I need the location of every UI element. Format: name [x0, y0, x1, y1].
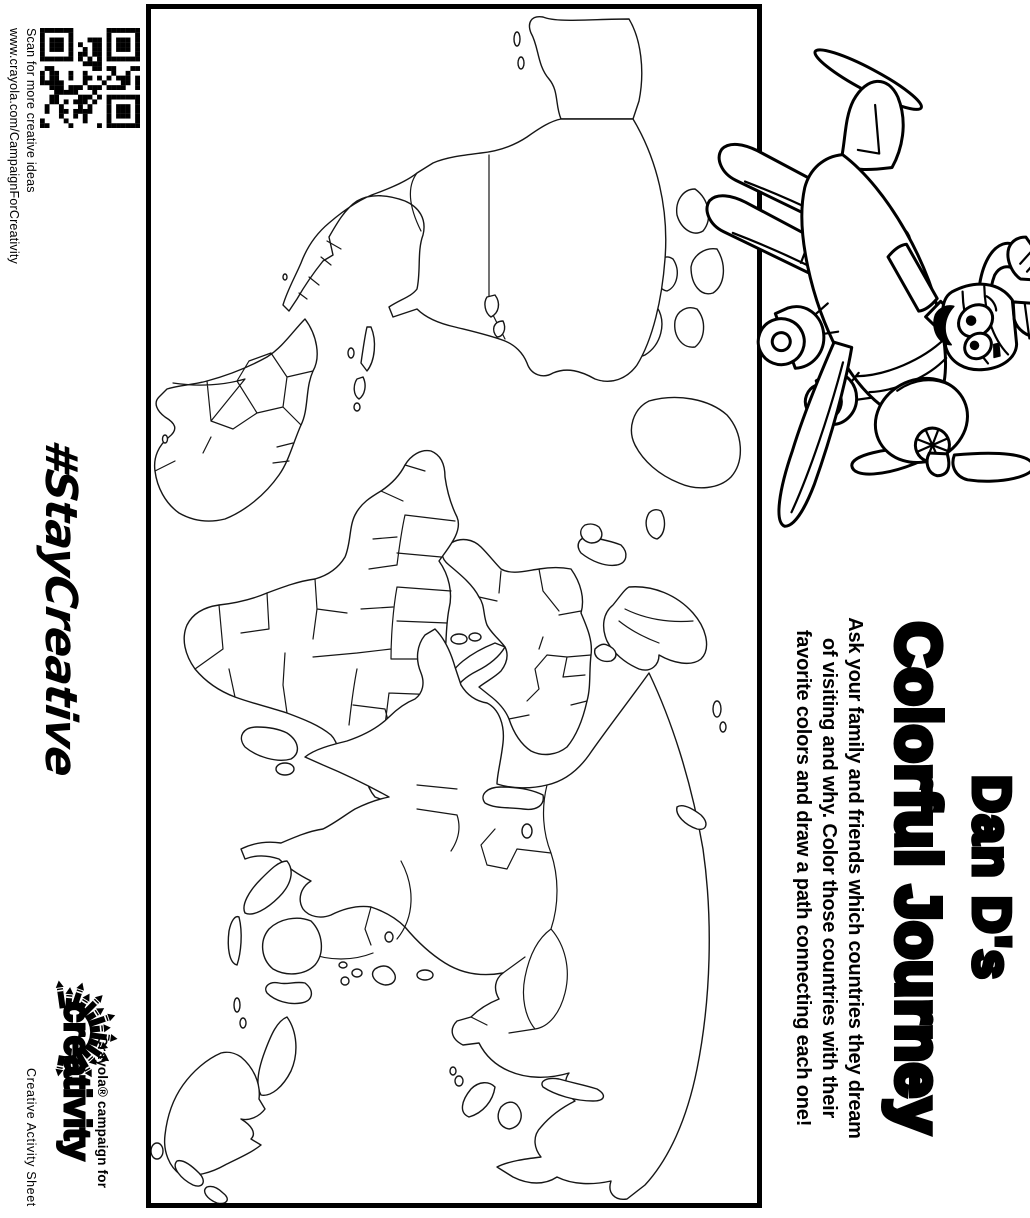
- page-title-line2: Colorful Journey: [883, 621, 952, 1135]
- tail-fin-icon: [791, 12, 946, 187]
- qr-caption-line1: Scan for more creative ideas: [24, 28, 38, 193]
- instructions-line: Ask your family and friends which countries they dream: [844, 617, 866, 1139]
- hashtag-staycreative: #StayCreative: [35, 436, 86, 779]
- campaign-word: creativity: [57, 1002, 98, 1161]
- title-block: [768, 548, 1024, 1208]
- qr-caption-line2: www.crayola.com/CampaignForCreativity: [7, 28, 21, 264]
- airplane-illustration: [668, 0, 1030, 574]
- instructions: [790, 548, 868, 1208]
- instructions-line: favorite colors and draw a path connecting each one!: [792, 629, 814, 1127]
- qr-code-icon: [40, 28, 140, 128]
- creativity-logo: [6, 972, 142, 1218]
- sheet-type-label: Creative Activity Sheet: [24, 1068, 38, 1207]
- page-title-line1: Dan D's: [962, 775, 1020, 981]
- world-map-icon: [151, 9, 757, 1203]
- instructions-line: of visiting and why. Color those countries with their: [818, 637, 840, 1119]
- qr-block: [6, 28, 140, 268]
- campaign-tagline: Crayola® campaign for: [95, 1036, 110, 1189]
